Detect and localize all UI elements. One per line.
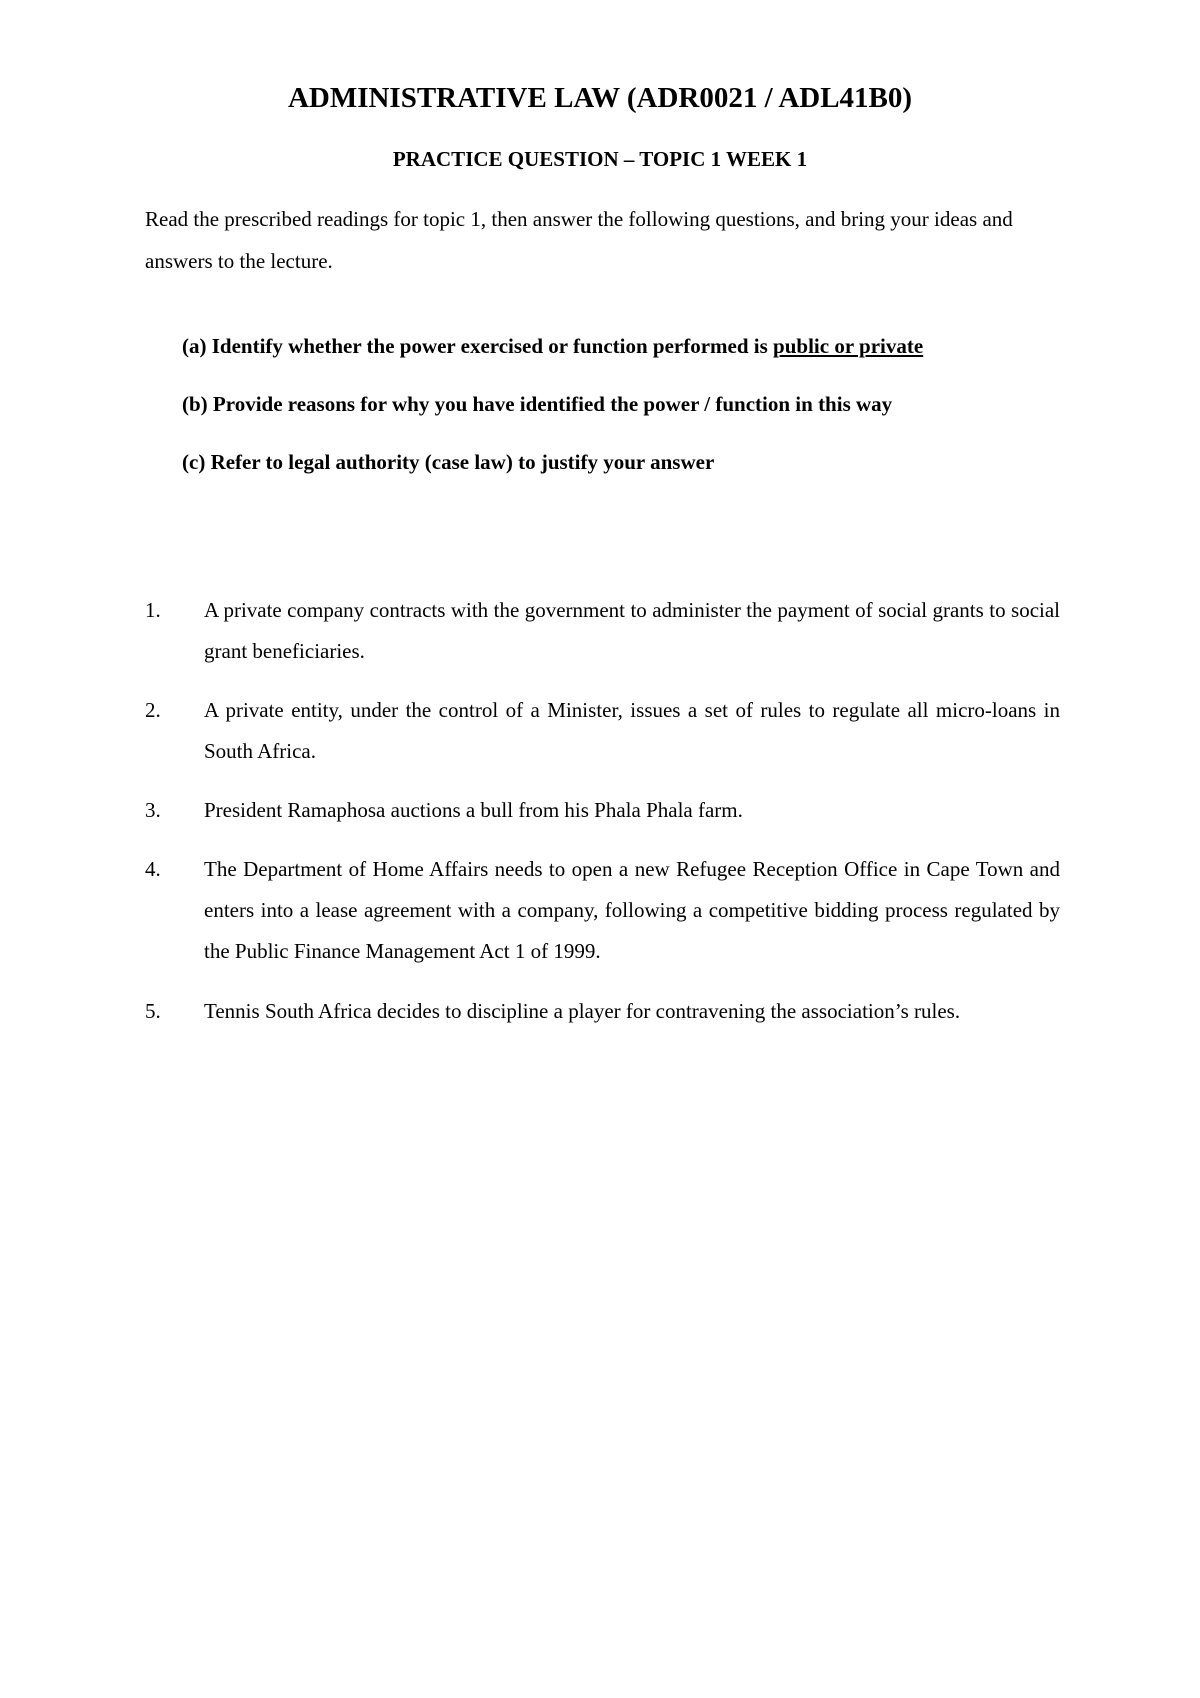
question-number: 3. — [145, 798, 161, 822]
instruction-label: (c) — [182, 450, 206, 474]
instruction-text: Identify whether the power exercised or function performed is — [211, 334, 774, 358]
instruction-item-c — [182, 447, 1062, 477]
question-text: President Ramaphosa auctions a bull from his Phala Phala farm. — [204, 798, 743, 822]
question-number: 1. — [145, 598, 161, 622]
document-title: ADMINISTRATIVE LAW (ADR0021 / ADL41B0) — [287, 82, 913, 114]
instruction-item-a — [182, 331, 1062, 361]
question-text: The Department of Home Affairs needs to open a new Refugee Reception Office in Cape Town and enters into a lease agreement with a company, following a competitive bidding process regulated by the Public Finance Management Act 1 of 1999. — [204, 857, 1060, 963]
question-text: A private company contracts with the government to administer the payment of social grants to social grant beneficiaries. — [204, 598, 1060, 663]
question-text: A private entity, under the control of a Minister, issues a set of rules to regulate all micro-loans in South Africa. — [204, 698, 1060, 763]
instruction-emphasis: public or private — [773, 334, 924, 358]
instruction-text: Provide reasons for why you have identified the power / function in this way — [212, 392, 893, 416]
question-number: 4. — [145, 857, 161, 881]
instruction-item-b — [182, 389, 1062, 419]
instruction-label: (b) — [182, 392, 208, 416]
question-number: 2. — [145, 698, 161, 722]
document-subtitle: PRACTICE QUESTION – TOPIC 1 WEEK 1 — [392, 147, 808, 171]
instruction-text: Refer to legal authority (case law) to justify your answer — [210, 450, 715, 474]
instruction-label: (a) — [182, 334, 207, 358]
question-text: Tennis South Africa decides to discipline a player for contravening the association’s rules. — [204, 999, 961, 1023]
question-number: 5. — [145, 999, 161, 1023]
intro-paragraph: Read the prescribed readings for topic 1, then answer the following questions, and bring your ideas and answers to the lecture. — [145, 207, 1013, 273]
